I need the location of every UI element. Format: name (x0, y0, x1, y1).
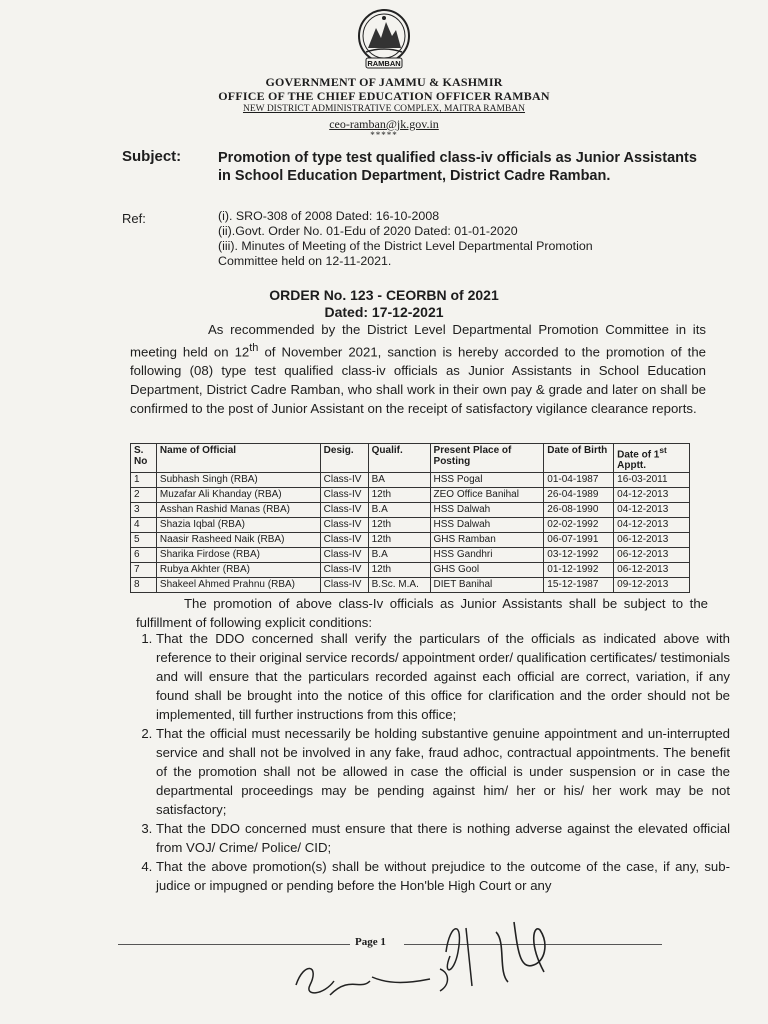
table-row (131, 518, 690, 533)
cell-name: Muzafar Ali Khanday (RBA) (156, 488, 320, 503)
cell-qualif: BA (368, 473, 430, 488)
condition-item: 2. That the official must necessarily be holding substantive genuine appointment and un-interrupted service and shall not be involved in any fake, fraud adhoc, contractual appointments. The benefit of the promotion shall not be allowed in case the official is under suspension or in case the departmental proceedings may be pending against him/ her or his/ her work may be not satisfactory; (156, 724, 730, 819)
cell-appt: 09-12-2013 (614, 578, 690, 593)
header-stars: ***** (370, 130, 398, 140)
cell-place: GHS Gool (430, 563, 544, 578)
cell-desig: Class-IV (320, 488, 368, 503)
ref-label: Ref: (122, 211, 146, 226)
reference-list (218, 209, 706, 269)
cell-name: Naasir Rasheed Naik (RBA) (156, 533, 320, 548)
cell-qualif: 12th (368, 563, 430, 578)
conditions-list (136, 629, 730, 895)
col-header-sno: S. No (131, 444, 157, 473)
conditions-intro (136, 594, 708, 632)
cell-desig: Class-IV (320, 563, 368, 578)
cell-desig: Class-IV (320, 533, 368, 548)
govt-title: GOVERNMENT OF JAMMU & KASHMIR (265, 75, 503, 89)
cell-qualif: 12th (368, 533, 430, 548)
ramban-district-logo (354, 8, 414, 76)
cell-place: ZEO Office Banihal (430, 488, 544, 503)
table-header-row (131, 444, 690, 473)
col-header-dob: Date of Birth (544, 444, 614, 473)
condition-item: 3. That the DDO concerned must ensure that there is nothing adverse against the elevated official from VOJ/ Crime/ Police/ CID; (156, 819, 730, 857)
promotion-table (130, 443, 690, 593)
cell-sno: 7 (131, 563, 157, 578)
cell-sno: 8 (131, 578, 157, 593)
cell-sno: 1 (131, 473, 157, 488)
office-title: OFFICE OF THE CHIEF EDUCATION OFFICER RAMBAN (218, 89, 550, 103)
cell-name: Sharika Firdose (RBA) (156, 548, 320, 563)
page-number: Page 1 (355, 936, 386, 948)
footer-rule (118, 944, 350, 945)
cell-name: Shakeel Ahmed Prahnu (RBA) (156, 578, 320, 593)
cell-appt: 04-12-2013 (614, 518, 690, 533)
cell-qualif: B.Sc. M.A. (368, 578, 430, 593)
cell-qualif: 12th (368, 518, 430, 533)
paragraph-text: of November 2021, sanction is hereby accorded to the promotion of the following (08) type test qualified class-iv officials as Junior Assistants in School Education Department, District Cadre Ramban, who shall work in their own pay & grade and later on shall be confirmed to the post of Junior Assistant on the receipt of satisfactory vigilance clearance reports. (130, 344, 706, 417)
cell-appt: 06-12-2013 (614, 533, 690, 548)
condition-item: 4. That the above promotion(s) shall be without prejudice to the outcome of the case, if any, sub-judice or impugned or pending before the Hon'ble High Court or any (156, 857, 730, 895)
cell-appt: 06-12-2013 (614, 563, 690, 578)
cell-desig: Class-IV (320, 473, 368, 488)
cell-desig: Class-IV (320, 503, 368, 518)
col-header-name: Name of Official (156, 444, 320, 473)
cell-dob: 26-04-1989 (544, 488, 614, 503)
header-text: Apptt. (617, 460, 647, 472)
cell-place: GHS Ramban (430, 533, 544, 548)
reference-item: (iii). Minutes of Meeting of the District Level Departmental Promotion (218, 239, 593, 253)
cell-name: Subhash Singh (RBA) (156, 473, 320, 488)
conditions-intro-text: The promotion of above class-Iv officials as Junior Assistants shall be subject to the fulfillment of following explicit conditions: (136, 596, 708, 630)
col-header-appt (614, 444, 690, 473)
order-paragraph (130, 320, 706, 418)
table-row (131, 563, 690, 578)
cell-sno: 2 (131, 488, 157, 503)
cell-dob: 02-02-1992 (544, 518, 614, 533)
reference-item: (i). SRO-308 of 2008 Dated: 16-10-2008 (218, 209, 440, 223)
cell-appt: 16-03-2011 (614, 473, 690, 488)
table-row (131, 533, 690, 548)
svg-text:RAMBAN: RAMBAN (367, 59, 401, 68)
table-row (131, 488, 690, 503)
table-row (131, 473, 690, 488)
subject-text: Promotion of type test qualified class-iv officials as Junior Assistants in School Education Department, District Cadre Ramban. (218, 150, 697, 184)
order-body (130, 320, 706, 418)
cell-place: HSS Pogal (430, 473, 544, 488)
cell-name: Shazia Iqbal (RBA) (156, 518, 320, 533)
subject-label: Subject: (122, 148, 182, 165)
cell-place: HSS Gandhri (430, 548, 544, 563)
cell-sno: 3 (131, 503, 157, 518)
reference-item: (ii).Govt. Order No. 01-Edu of 2020 Dated: 01-01-2020 (218, 224, 518, 238)
cell-dob: 26-08-1990 (544, 503, 614, 518)
cell-dob: 01-04-1987 (544, 473, 614, 488)
cell-appt: 06-12-2013 (614, 548, 690, 563)
cell-sno: 6 (131, 548, 157, 563)
ordinal-suffix: th (249, 342, 259, 354)
cell-name: Rubya Akhter (RBA) (156, 563, 320, 578)
cell-qualif: 12th (368, 488, 430, 503)
header-text: Date of 1 (617, 449, 660, 461)
initials-mark (290, 955, 480, 1005)
col-header-place: Present Place of Posting (430, 444, 544, 473)
cell-sno: 5 (131, 533, 157, 548)
table-row (131, 548, 690, 563)
col-header-qualif: Qualif. (368, 444, 430, 473)
cell-dob: 15-12-1987 (544, 578, 614, 593)
cell-name: Asshan Rashid Manas (RBA) (156, 503, 320, 518)
cell-desig: Class-IV (320, 548, 368, 563)
cell-place: HSS Dalwah (430, 518, 544, 533)
paragraph-text: As recommended by the District Level Departmental Promotion Committee in its meeting held on 12 (130, 322, 706, 360)
cell-qualif: B.A (368, 503, 430, 518)
col-header-desig: Desig. (320, 444, 368, 473)
cell-appt: 04-12-2013 (614, 503, 690, 518)
reference-item: Committee held on 12-11-2021. (218, 254, 392, 268)
cell-desig: Class-IV (320, 578, 368, 593)
cell-place: HSS Dalwah (430, 503, 544, 518)
order-date: Dated: 17-12-2021 (324, 304, 444, 320)
office-address: NEW DISTRICT ADMINISTRATIVE COMPLEX, MAITRA RAMBAN (242, 104, 526, 114)
cell-dob: 03-12-1992 (544, 548, 614, 563)
cell-place: DIET Banihal (430, 578, 544, 593)
cell-qualif: B.A (368, 548, 430, 563)
cell-appt: 04-12-2013 (614, 488, 690, 503)
table-row (131, 503, 690, 518)
ordinal-suffix: st (659, 445, 667, 455)
table-row (131, 578, 690, 593)
cell-desig: Class-IV (320, 518, 368, 533)
cell-dob: 01-12-1992 (544, 563, 614, 578)
cell-dob: 06-07-1991 (544, 533, 614, 548)
cell-sno: 4 (131, 518, 157, 533)
condition-item: 1. That the DDO concerned shall verify the particulars of the officials as indicated above with reference to their original service records/ appointment order/ qualification certificates/ testimonials and will ensure that the particulars recorded against each official are correct, variation, if any found shall be brought into the notice of this office for clarification and the order should not be implemented, till further instructions from this office; (156, 629, 730, 724)
order-number: ORDER No. 123 - CEORBN of 2021 (269, 287, 499, 303)
office-email[interactable]: ceo-ramban@jk.gov.in (329, 117, 439, 131)
